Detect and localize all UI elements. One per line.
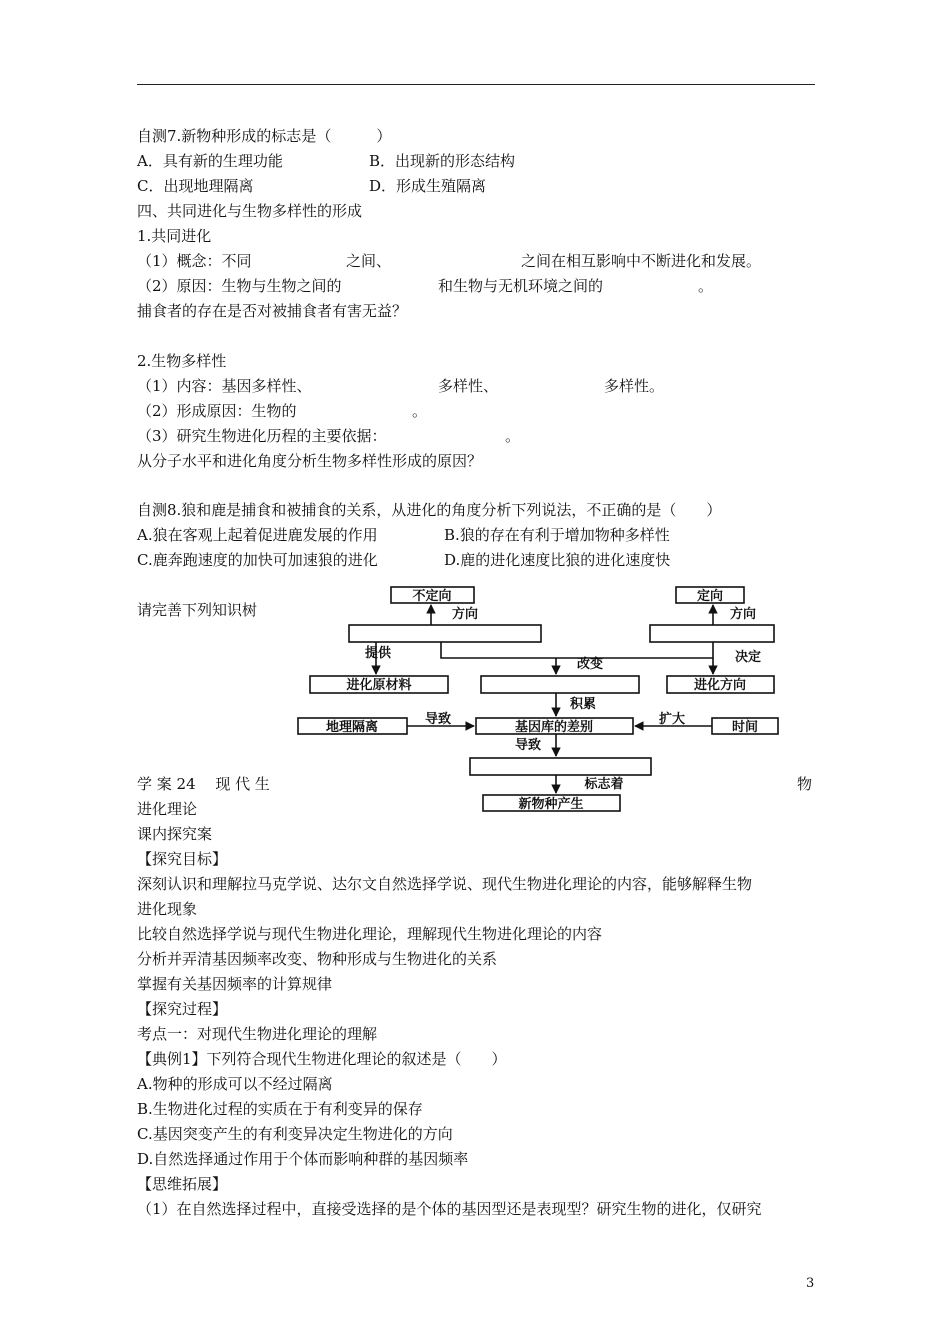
label-undirected: 不定向 bbox=[412, 589, 452, 604]
sec4-s2-question: 从分子水平和进化角度分析生物多样性形成的原因？ bbox=[137, 452, 483, 470]
label-gene-pool-diff: 基因库的差别 bbox=[514, 720, 594, 735]
q7-option-d: D．形成生殖隔离 bbox=[369, 177, 487, 195]
basis-part1: （3）研究生物进化历程的主要依据： bbox=[137, 427, 387, 445]
example-1-option-c: C.基因突变产生的有利变异决定生物进化的方向 bbox=[137, 1125, 453, 1143]
cause-part2: 。 bbox=[412, 402, 428, 420]
sec4-sub1: 1.共同进化 bbox=[137, 227, 212, 245]
label-change: 改变 bbox=[576, 657, 604, 672]
tree-prompt: 请完善下列知识树 bbox=[137, 601, 258, 619]
concept-part2: 之间、 bbox=[346, 252, 392, 270]
q7-option-a: A．具有新的生理功能 bbox=[137, 152, 283, 170]
sec4-s1-question: 捕食者的存在是否对被捕食者有害无益？ bbox=[137, 302, 408, 320]
header-rule bbox=[137, 84, 815, 85]
q7-option-b: B．出现新的形态结构 bbox=[369, 152, 516, 170]
cause-part1: （2）形成原因：生物的 bbox=[137, 402, 297, 420]
label-direction-left: 方向 bbox=[451, 607, 479, 622]
label-evo-direction: 进化方向 bbox=[693, 678, 747, 693]
blank-box-selection bbox=[650, 625, 774, 642]
case-title-cont: 进化理论 bbox=[137, 800, 198, 818]
blank-box-gene-frequency bbox=[481, 676, 639, 693]
goal-1-cont: 进化现象 bbox=[137, 900, 198, 918]
label-lead-to-1: 导致 bbox=[424, 712, 452, 727]
concept-part3: 之间在相互影响中不断进化和发展。 bbox=[521, 252, 762, 270]
label-directed: 定向 bbox=[696, 589, 724, 604]
reason-part3: 。 bbox=[698, 277, 714, 295]
section4-title: 四、共同进化与生物多样性的形成 bbox=[137, 202, 363, 220]
blank-box-variation bbox=[349, 625, 541, 642]
q8-option-b: B.狼的存在有利于增加物种多样性 bbox=[444, 526, 670, 544]
blank-box-reproductive-isolation bbox=[470, 758, 651, 775]
example-1-stem: 【典例1】下列符合现代生物进化理论的叙述是（ ） bbox=[137, 1050, 507, 1068]
concept-part1: （1）概念：不同 bbox=[137, 252, 252, 270]
think-heading: 【思维拓展】 bbox=[137, 1175, 228, 1193]
process-heading: 【探究过程】 bbox=[137, 1000, 228, 1018]
label-time: 时间 bbox=[731, 720, 759, 735]
q7-option-c: C．出现地理隔离 bbox=[137, 177, 254, 195]
label-geo-isolation: 地理隔离 bbox=[325, 720, 379, 735]
reason-part1: （2）原因：生物与生物之间的 bbox=[137, 277, 342, 295]
goal-4: 掌握有关基因频率的计算规律 bbox=[137, 975, 333, 993]
goal-1: 深刻认识和理解拉马克学说、达尔文自然选择学说、现代生物进化理论的内容，能够解释生物 bbox=[137, 875, 753, 893]
knowledge-tree-diagram bbox=[290, 583, 790, 815]
label-expand: 扩大 bbox=[658, 712, 686, 727]
content-part1: （1）内容：基因多样性、 bbox=[137, 377, 312, 395]
example-1-option-b: B.生物进化过程的实质在于有利变异的保存 bbox=[137, 1100, 423, 1118]
label-raw-material: 进化原材料 bbox=[346, 678, 412, 693]
point-1: 考点一：对现代生物进化理论的理解 bbox=[137, 1025, 378, 1043]
label-direction-right: 方向 bbox=[729, 607, 757, 622]
q8-option-d: D.鹿的进化速度比狼的进化速度快 bbox=[444, 551, 671, 569]
label-mark: 标志着 bbox=[584, 777, 624, 792]
q8-option-a: A.狼在客观上起着促进鹿发展的作用 bbox=[137, 526, 378, 544]
label-decide: 决定 bbox=[734, 650, 762, 665]
label-lead-to-2: 导致 bbox=[514, 738, 542, 753]
example-1-option-d: D.自然选择通过作用于个体而影响种群的基因频率 bbox=[137, 1150, 469, 1168]
example-1-option-a: A.物种的形成可以不经过隔离 bbox=[137, 1075, 333, 1093]
q8-option-c: C.鹿奔跑速度的加快可加速狼的进化 bbox=[137, 551, 378, 569]
goal-3: 分析并弄清基因频率改变、物种形成与生物进化的关系 bbox=[137, 950, 498, 968]
q7-stem: 自测7.新物种形成的标志是（ ） bbox=[137, 127, 392, 145]
label-accumulate: 积累 bbox=[569, 697, 597, 712]
reason-part2: 和生物与无机环境之间的 bbox=[438, 277, 604, 295]
label-provide: 提供 bbox=[364, 646, 392, 661]
q8-stem: 自测8.狼和鹿是捕食和被捕食的关系，从进化的角度分析下列说法，不正确的是（ ） bbox=[137, 501, 722, 519]
basis-part2: 。 bbox=[505, 427, 521, 445]
case-title-right: 物 bbox=[797, 775, 813, 793]
think-1: （1）在自然选择过程中，直接受选择的是个体的基因型还是表现型？研究生物的进化，仅研究 bbox=[137, 1200, 762, 1218]
page-number: 3 bbox=[806, 1276, 815, 1291]
goal-2: 比较自然选择学说与现代生物进化理论，理解现代生物进化理论的内容 bbox=[137, 925, 603, 943]
content-part2: 多样性、 bbox=[438, 377, 499, 395]
sec4-sub2: 2.生物多样性 bbox=[137, 352, 227, 370]
case-subtitle: 课内探究案 bbox=[137, 825, 213, 843]
content-part3: 多样性。 bbox=[604, 377, 665, 395]
goal-heading: 【探究目标】 bbox=[137, 850, 228, 868]
case-title-left: 学 案 24 现 代 生 bbox=[137, 775, 270, 793]
label-new-species: 新物种产生 bbox=[518, 797, 584, 812]
